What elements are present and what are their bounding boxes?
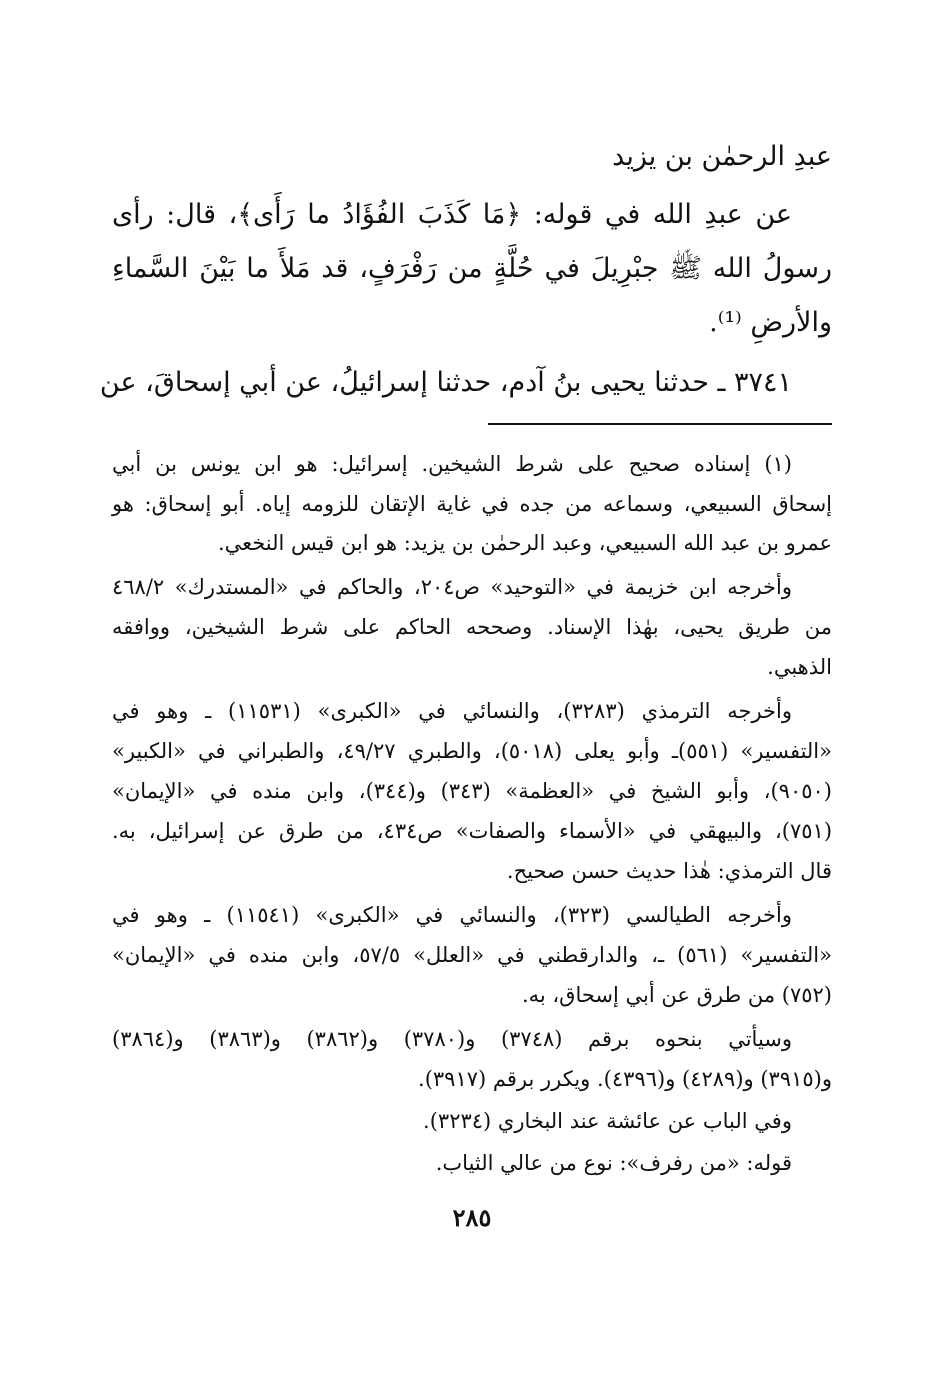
footnote-line: «التفسير» (٥٥١)ـ وأبو يعلى (٥٠١٨)، والطبري ٤٩/٢٧، والطبراني في «الكبير»: [112, 739, 832, 763]
main-text-line: رسولُ الله ﷺ جبْرِيلَ في حُلَّةٍ من رَفْرَفٍ، قد مَلأَ ما بَيْنَ السَّماءِ: [112, 253, 832, 284]
hadith-3741-line: ٣٧٤١ ـ حدثنا يحيى بنُ آدم، حدثنا إسرائيلُ، عن أبي إسحاقَ، عن: [99, 367, 792, 398]
footnote-line: وأخرجه الترمذي (٣٢٨٣)، والنسائي في «الكبرى» (١١٥٣١) ـ وهو في: [112, 699, 792, 723]
footnote-line: وأخرجه ابن خزيمة في «التوحيد» ص٢٠٤، والحاكم في «المستدرك» ٤٦٨/٢: [112, 575, 793, 599]
footnote-line: (١) إسناده صحيح على شرط الشيخين. إسرائيل: هو ابن يونس بن أبي: [112, 452, 792, 476]
footnote-line: قال الترمذي: هٰذا حديث حسن صحيح.: [506, 859, 832, 883]
footnote-line: (٧٥١)، والبيهقي في «الأسماء والصفات» ص٤٣٤، من طرق عن إسرائيل، به.: [112, 819, 833, 843]
footnote-line: وأخرجه الطيالسي (٣٢٣)، والنسائي في «الكبرى» (١١٥٤١) ـ وهو في: [112, 903, 792, 927]
footnote-line: «التفسير» (٥٦١) ـ، والدارقطني في «العلل» ٥٧/٥، وابن منده في «الإيمان»: [112, 943, 832, 967]
main-text-line: عن عبدِ الله في قوله: ﴿مَا كَذَبَ الفُؤَادُ ما رَأَى﴾، قال: رأى: [112, 199, 792, 230]
footnote-line: (٧٥٢) من طرق عن أبي إسحاق، به.: [521, 983, 832, 1007]
footnote-line: (٩٠٥٠)، وأبو الشيخ في «العظمة» (٣٤٣) و(٣٤٤)، وابن منده في «الإيمان»: [112, 779, 832, 803]
main-text-line: والأرضِ ⁽¹⁾.: [709, 307, 832, 338]
footnote-separator: [488, 423, 832, 425]
footnote-line: عمرو بن عبد الله السبيعي، وعبد الرحمٰن بن يزيد: هو ابن قيس النخعي.: [217, 531, 832, 555]
footnote-line: وسيأتي بنحوه برقم (٣٧٤٨) و(٣٧٨٠) و(٣٨٦٢) و(٣٨٦٣) و(٣٨٦٤): [112, 1027, 793, 1051]
page-number: ٢٨٥: [452, 1203, 492, 1232]
footnote-line: إسحاق السبيعي، وسماعه من جده في غاية الإتقان للزومه إياه. أبو إسحاق: هو: [112, 492, 832, 516]
footnote-line: من طريق يحيى، بهٰذا الإسناد. وصححه الحاكم على شرط الشيخين، ووافقه: [112, 615, 832, 639]
footnote-line: وفي الباب عن عائشة عند البخاري (٣٢٣٤).: [423, 1109, 792, 1133]
footnote-line: و(٣٩١٥) و(٤٢٨٩) و(٤٣٩٦). ويكرر برقم (٣٩١٧).: [418, 1067, 832, 1091]
footnote-line: الذهبي.: [767, 655, 832, 679]
narrator-line: عبدِ الرحمٰن بن يزيد: [612, 141, 832, 172]
footnote-line: قوله: «من رفرف»: نوع من عالي الثياب.: [435, 1151, 792, 1175]
